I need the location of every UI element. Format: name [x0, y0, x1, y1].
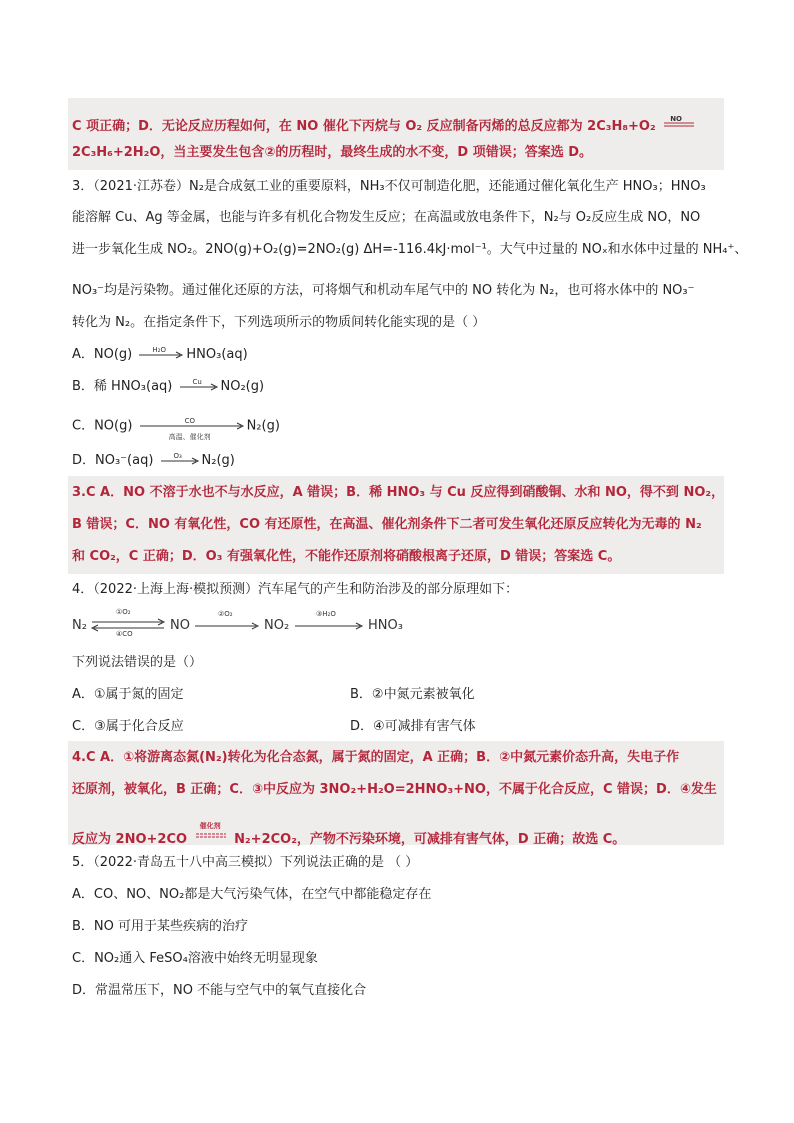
q4-stem: 4．（2022·上海上海·模拟预测）汽车尾气的产生和防治涉及的部分原理如下：: [72, 582, 519, 597]
q3-option-a: A．NO(g) H₂O HNO₃(aq): [72, 345, 248, 362]
q4-ask: 下列说法错误的是（）: [72, 655, 203, 670]
answer-q3-line1: 3.C A．NO 不溶于水也不与水反应，A 错误；B．稀 HNO₃ 与 Cu 反应得到硝酸铜、水和 NO，得不到 NO₂，: [72, 485, 725, 500]
scheme-cond-3: ③H₂O: [316, 610, 336, 618]
q5-stem: 5．（2022·青岛五十八中高三模拟）下列说法正确的是 （ ）: [72, 855, 419, 870]
reaction-arrow: [294, 622, 364, 630]
q3-option-b: B．稀 HNO₃(aq) Cu NO₂(g): [72, 377, 265, 394]
q3-option-c: C．NO(g) CO 高温、催化剂 N₂(g): [72, 417, 280, 441]
scheme-cond-2: ②O₂: [218, 610, 233, 618]
answer-q4-line3: 反应为 2NO+2CO 催化剂 N₂+2CO₂，产物不污染环境，可减排有害气体，D 正确；故选 C。: [72, 822, 626, 847]
q5-option-a: A．CO、NO、NO₂都是大气污染气体，在空气中都能稳定存在: [72, 887, 432, 902]
q3-stem-line3: 进一步氧化生成 NO₂。2NO(g)+O₂(g)=2NO₂(g) ΔH=-116.4kJ·mol⁻¹。大气中过量的 NOₓ和水体中过量的 NH₄⁺、: [72, 242, 748, 257]
q4-option-b: B．②中氮元素被氧化: [350, 687, 475, 702]
q5-option-c: C．NO₂通入 FeSO₄溶液中始终无明显现象: [72, 951, 318, 966]
scheme-no2: NO₂: [264, 618, 290, 633]
answer-q2-line2: 2C₃H₆+2H₂O，当主要发生包含②的历程时，最终生成的水不变，D 项错误；答案选 D。: [72, 145, 593, 160]
q4-option-d: D．④可减排有害气体: [350, 719, 476, 734]
scheme-no: NO: [170, 618, 190, 633]
q5-option-b: B．NO 可用于某些疾病的治疗: [72, 919, 249, 934]
reaction-arrow: [194, 622, 260, 630]
answer-q2-line1: C 项正确；D．无论反应历程如何，在 NO 催化下丙烷与 O₂ 反应制备丙烯的总反应都为 2C₃H₈+O₂ NO: [72, 112, 698, 136]
reaction-arrow: CO 高温、催化剂: [139, 415, 245, 437]
q4-option-a: A．①属于氮的固定: [72, 687, 184, 702]
reaction-equals-sign: NO: [670, 115, 682, 123]
q3-stem-line1: 3．（2021·江苏卷）N₂是合成氨工业的重要原料，NH₃不仅可制造化肥，还能通过催化氧化生产 HNO₃；HNO₃: [72, 179, 706, 194]
reaction-arrow: H₂O: [138, 347, 184, 363]
q3-stem-line4: NO₃⁻均是污染物。通过催化还原的方法，可将烟气和机动车尾气中的 NO 转化为 N₂，也可将水体中的 NO₃⁻: [72, 283, 695, 298]
answer-q4-line2: 还原剂，被氧化，B 正确；C．③中反应为 3NO₂+H₂O=2HNO₃+NO，不属于化合反应，C 错误；D．④发生: [72, 782, 717, 797]
q3-stem-line2: 能溶解 Cu、Ag 等金属，也能与许多有机化合物发生反应；在高温或放电条件下，N₂与 O₂反应生成 NO，NO: [72, 210, 701, 225]
answer-q3-line2: B 错误；C．NO 有氧化性，CO 有还原性，在高温、催化剂条件下二者可发生氧化还原反应转化为无毒的 N₂: [72, 517, 702, 532]
scheme-cond-4: ④CO: [116, 630, 133, 638]
reaction-arrow: Cu: [179, 379, 219, 395]
q4-option-c: C．③属于化合反应: [72, 719, 184, 734]
answer-q3-line3: 和 CO₂，C 正确；D．O₃ 有强氧化性，不能作还原剂将硝酸根离子还原，D 错误；答案选 C。: [72, 549, 621, 564]
scheme-n2: N₂: [72, 618, 87, 633]
equilibrium-arrow: [90, 618, 166, 632]
scheme-cond-1: ①O₂: [116, 608, 131, 616]
scheme-hno3: HNO₃: [368, 618, 403, 633]
reaction-arrow: O₃: [160, 453, 200, 469]
q5-option-d: D．常温常压下，NO 不能与空气中的氧气直接化合: [72, 983, 367, 998]
q4-reaction-scheme: [72, 608, 412, 642]
answer-q4-line1: 4.C A．①将游离态氮(N₂)转化为化合态氮，属于氮的固定，A 正确；B．②中氮元素价态升高，失电子作: [72, 750, 680, 765]
q3-option-d: D．NO₃⁻(aq) O₃ N₂(g): [72, 451, 235, 468]
q3-stem-line5: 转化为 N₂。在指定条件下，下列选项所示的物质间转化能实现的是（ ）: [72, 315, 486, 330]
reaction-equals-sign: 催化剂: [199, 822, 221, 830]
